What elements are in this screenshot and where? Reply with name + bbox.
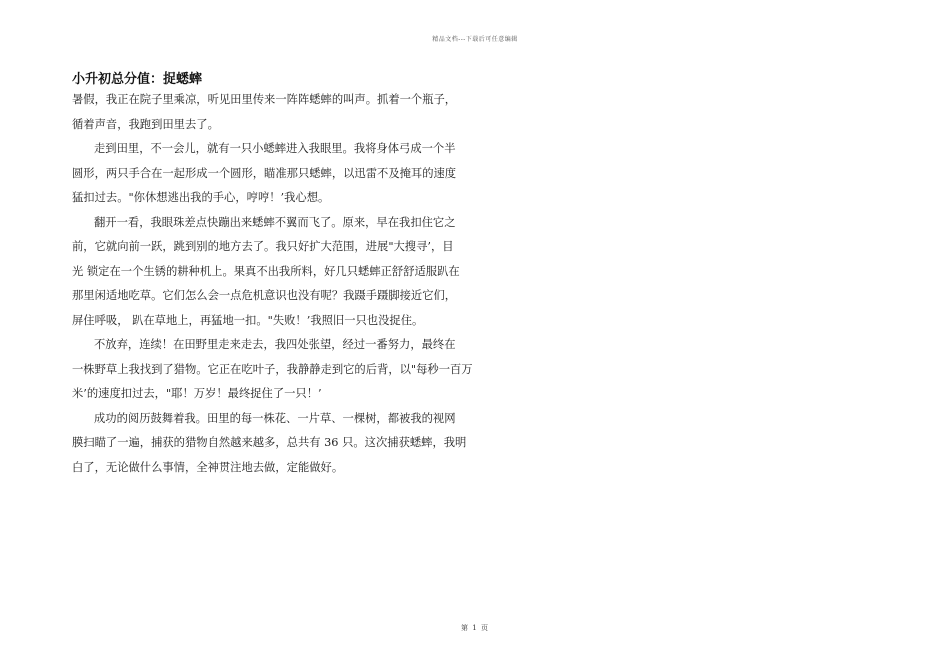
paragraph-line: 成功的阅历鼓舞着我。田里的每一株花、一片草、一棵树，都被我的视网 bbox=[94, 411, 456, 425]
paragraph-line: 那里闲适地吃草。它们怎么会一点危机意识也没有呢？我蹑手蹑脚接近它们， bbox=[72, 289, 457, 302]
paragraph-line: 屏住呼吸， 趴在草地上，再猛地一扣。"失败！’我照旧一只也没捉住。 bbox=[72, 313, 424, 327]
paragraph-line: 一株野草上我找到了猎物。它正在吃叶子，我静静走到它的后背，以"每秒一百万 bbox=[72, 362, 473, 376]
paragraph-line: 米’的速度扣过去，"耶！万岁！最终捉住了一只！’ bbox=[72, 387, 322, 400]
paragraph-line: 暑假，我正在院子里乘凉，听见田里传来一阵阵蟋蟀的叫声。抓着一个瓶子， bbox=[72, 93, 457, 106]
paragraph-line: 膜扫瞄了一遍，捕获的猎物自然越来越多，总共有 36 只。这次捕获蟋蟀，我明 bbox=[72, 436, 467, 449]
page-number: 第 1 页 bbox=[461, 624, 489, 632]
page-header: 精品文档---下载后可任意编辑 bbox=[432, 36, 518, 43]
document-body bbox=[72, 88, 473, 480]
paragraph-line: 走到田里，不一会儿，就有一只小蟋蟀进入我眼里。我将身体弓成一个半 bbox=[94, 142, 456, 155]
paragraph-line: 圆形，两只手合在一起形成一个圆形，瞄准那只蟋蟀，以迅雷不及掩耳的速度 bbox=[72, 166, 457, 180]
paragraph-line: 白了，无论做什么事情，全神贯注地去做，定能做好。 bbox=[72, 460, 344, 474]
paragraph-line: 循着声音，我跑到田里去了。 bbox=[72, 117, 219, 131]
document-title: 小升初总分值：捉蟋蟀 bbox=[72, 72, 203, 87]
paragraph-line: 光 锁定在一个生锈的耕种机上。果真不出我所料，好几只蟋蟀正舒舒适服趴在 bbox=[72, 264, 460, 278]
paragraph-line: 不放弃，连续！在田野里走来走去，我四处张望，经过一番努力，最终在 bbox=[94, 338, 456, 351]
paragraph-line: 猛扣过去。"你休想逃出我的手心，哼哼！’我心想。 bbox=[72, 191, 330, 204]
paragraph-line: 翻开一看，我眼珠差点快蹦出来蟋蟀不翼而飞了。原来，早在我扣住它之 bbox=[94, 215, 456, 229]
paragraph-line: 前，它就向前一跃，跳到别的地方去了。我只好扩大范围，进展"大搜寻’，目 bbox=[72, 240, 454, 253]
